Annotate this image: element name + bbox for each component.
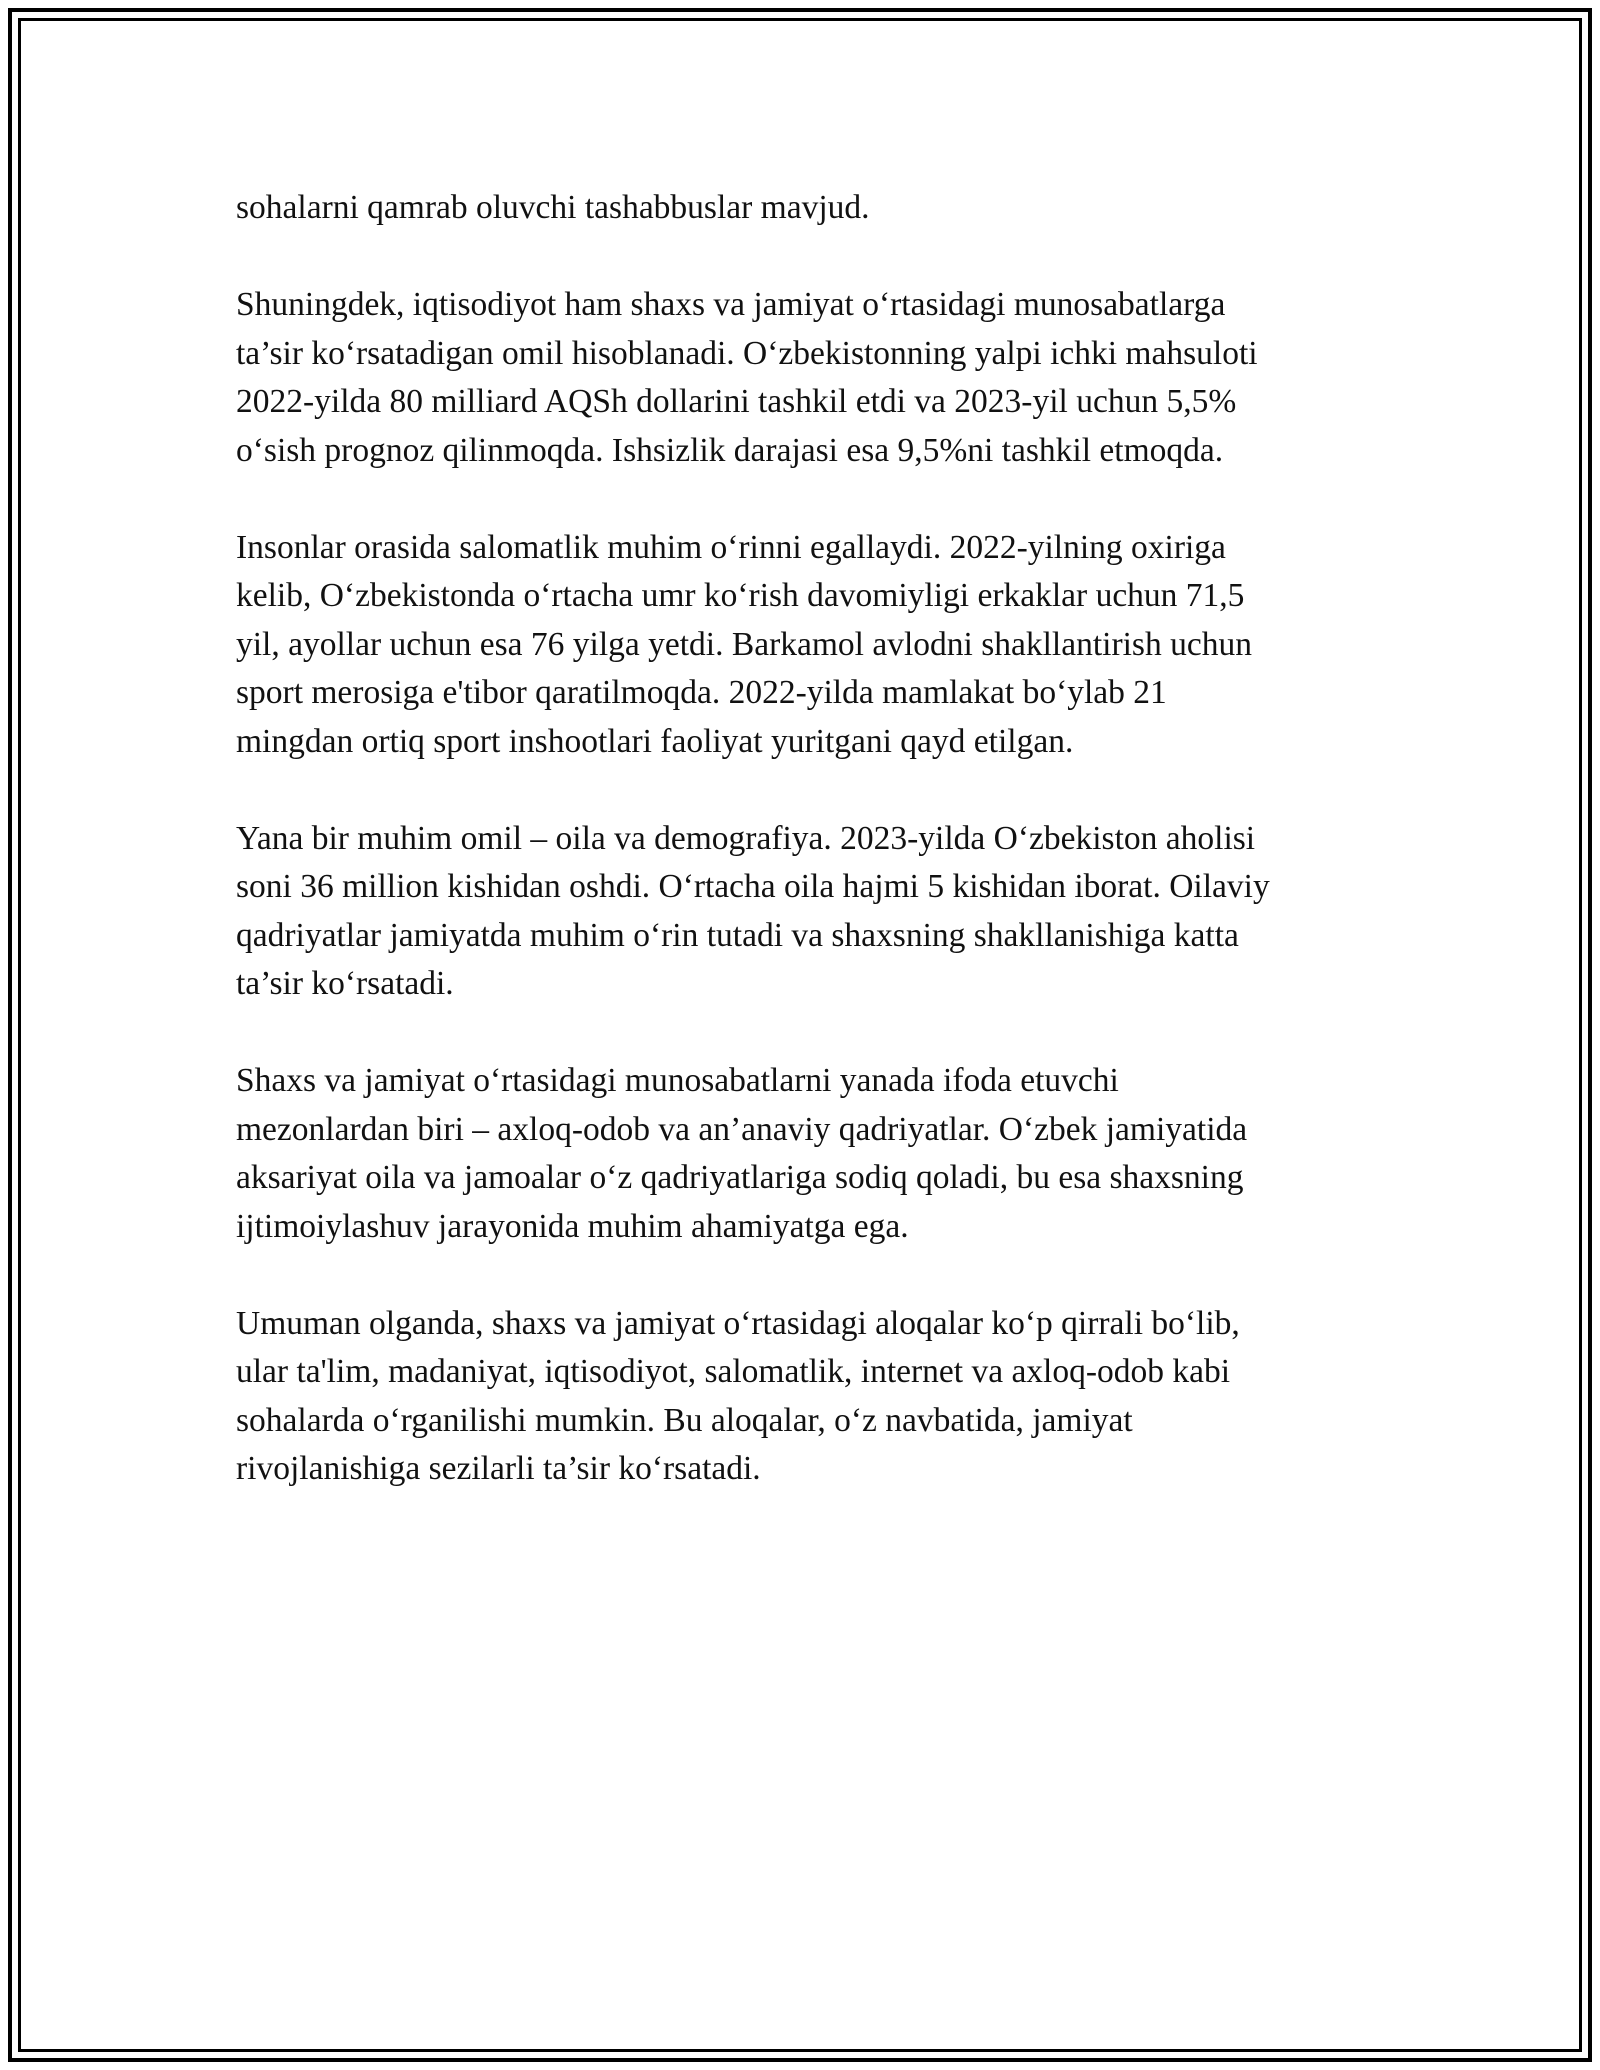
paragraph-2: Shuningdek, iqtisodiyot ham shaxs va jamiyat o‘rtasidagi munosabatlarga ta’sir ko‘rsatadigan omil hisoblanadi. O‘zbekistonning yalpi ichki mahsuloti 2022-yilda 80 milliard AQSh dollarini tashkil etdi va 2023-yil uchun 5,5% o‘sish prognoz qilinmoqda. Ishsizlik darajasi esa 9,5%ni tashkil etmoqda. [236,286,1258,469]
paragraph-5: Shaxs va jamiyat o‘rtasidagi munosabatlarni yanada ifoda etuvchi mezonlardan biri – axloq-odob va an’anaviy qadriyatlar. O‘zbek jamiyatida aksariyat oila va jamoalar o‘z qadriyatlariga sodiq qoladi, bu esa shaxsning ijtimoiylashuv jarayonida muhim ahamiyatga ega. [236,1062,1248,1245]
paragraph-6: Umuman olganda, shaxs va jamiyat o‘rtasidagi aloqalar ko‘p qirrali bo‘lib, ular ta'lim, madaniyat, iqtisodiyot, salomatlik, internet va axloq-odob kabi sohalarda o‘rganilishi mumkin. Bu aloqalar, o‘z navbatida, jamiyat rivojlanishiga sezilarli ta’sir ko‘rsatadi. [236,1304,1240,1487]
paragraph-1: sohalarni qamrab oluvchi tashabbuslar mavjud. [236,189,870,226]
document-body [236,184,1386,1542]
paragraph-4: Yana bir muhim omil – oila va demografiya. 2023-yilda O‘zbekiston aholisi soni 36 million kishidan oshdi. O‘rtacha oila hajmi 5 kishidan iborat. Oilaviy qadriyatlar jamiyatda muhim o‘rin tutadi va shaxsning shakllanishiga katta ta’sir ko‘rsatadi. [236,819,1270,1002]
paragraph-3: Insonlar orasida salomatlik muhim o‘rinni egallaydi. 2022-yilning oxiriga kelib, O‘zbekistonda o‘rtacha umr ko‘rish davomiyligi erkaklar uchun 71,5 yil, ayollar uchun esa 76 yilga yetdi. Barkamol avlodni shakllantirish uchun sport merosiga e'tibor qaratilmoqda. 2022-yilda mamlakat bo‘ylab 21 mingdan ortiq sport inshootlari faoliyat yuritgani qayd etilgan. [236,528,1252,760]
